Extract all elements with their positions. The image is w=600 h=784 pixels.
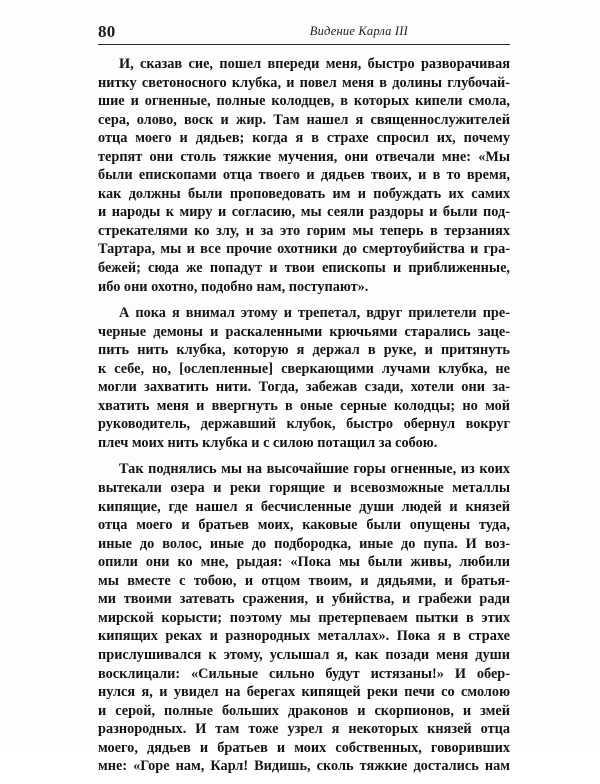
text-line: ми твоими затевать сражения, и убийства, и грабежи ради (98, 591, 510, 608)
text-line: мы вместе с тобою, и отцом твоим, и дядьями, и братья- (98, 572, 510, 589)
text-line: кипящие, где нашел я бесчисленные души людей и князей (98, 498, 510, 515)
text-line: мирской корысти; поэтому мы претерпеваем пытки в этих (98, 609, 510, 626)
text-line: плеч моих нить клубка и с силою потащил за собою. (98, 434, 438, 451)
body-text (98, 55, 510, 784)
text-line: и серой, полные больших драконов и скорпионов, и змей (98, 702, 510, 719)
text-line: иные до волос, иные до подбородка, иные до пупа. И воз- (98, 535, 510, 552)
text-line: черные демоны и раскаленными крючьями старались заце- (98, 323, 510, 340)
page-number: 80 (98, 22, 116, 41)
text-line: шие и огненные, полные колодцев, в которых кипели смола, (98, 93, 510, 110)
text-line: ибо они охотно, подобно нам, поступают». (98, 278, 369, 295)
text-line: вытекали озера и реки горящие и всевозможные металлы (98, 480, 510, 497)
text-line: нитку светоносного клубка, и повел меня в долины глубочай- (98, 74, 510, 91)
text-line: отца моего и дядьев; когда я в страхе спросил их, почему (98, 130, 510, 147)
paragraph (98, 304, 510, 452)
running-title: Видение Карла III (309, 24, 408, 38)
text-line: к себе, но, [ослепленные] сверкающими лучами клубка, не (98, 360, 510, 377)
text-line: были епископами отца твоего и дядьев твоих, и в то время, (98, 167, 510, 184)
text-line: пить нить клубка, которую я держал в руке, и притянуть (98, 342, 510, 359)
text-line: терпят они столь тяжкие мучения, они отвечали мне: «Мы (98, 148, 510, 165)
text-line: А пока я внимал этому и трепетал, вдруг прилетели пре- (119, 305, 510, 322)
paragraph (98, 460, 510, 775)
header-rule (98, 44, 510, 45)
text-line: стрекателями ко злу, и за это горим мы теперь в терзаниях (98, 222, 510, 239)
text-line: отца моего и братьев моих, каковые были опущены туда, (98, 517, 510, 534)
text-line: хватить меня и ввергнуть в оные серные колодцы; но мой (98, 397, 510, 414)
text-line: сера, олово, воск и жир. Там нашел я священнослужителей (98, 111, 510, 128)
text-line: руководитель, державший клубок, быстро обернул вокруг (98, 416, 510, 433)
paragraph (98, 55, 510, 296)
text-line: кипящих реках и разнородных металлах». Пока я в страхе (98, 628, 510, 645)
running-head (98, 22, 508, 44)
text-line: и народы к миру и согласию, мы сеяли раздоры и были под- (98, 204, 510, 221)
text-line: моего, дядьев и братьев и моих собственных, говоривших (98, 739, 510, 756)
text-line: Тартара, мы и все прочие охотники до смертоубийства и гра- (98, 241, 510, 258)
text-line: как должны были проповедовать им и побуждать их самих (98, 185, 510, 202)
text-line: могли захватить нити. Тогда, забежав сзади, хотели они за- (98, 379, 510, 396)
text-line: нулся я, и увидел на берегах кипящей реки печи со смолою (98, 684, 510, 701)
text-line: мне: «Горе нам, Карл! Видишь, сколь тяжкие достались нам (98, 758, 510, 775)
text-line: Так поднялись мы на высочайшие горы огненные, из коих (119, 461, 510, 478)
text-line: И, сказав сие, пошел впереди меня, быстро разворачивая (119, 56, 510, 72)
text-line: опили они ко мне, рыдая: «Пока мы были живы, любили (98, 554, 510, 571)
text-line: прислушивался к этому, услышал я, как позади меня души (98, 646, 510, 663)
text-line: бежей; сюда же попадут и твои епископы и приближенные, (98, 260, 510, 277)
text-line: разнородных. И там тоже узрел я некоторых князей отца (98, 721, 510, 738)
text-line: восклицали: «Сильные сильно будут истязаны!» И обер- (98, 665, 510, 682)
